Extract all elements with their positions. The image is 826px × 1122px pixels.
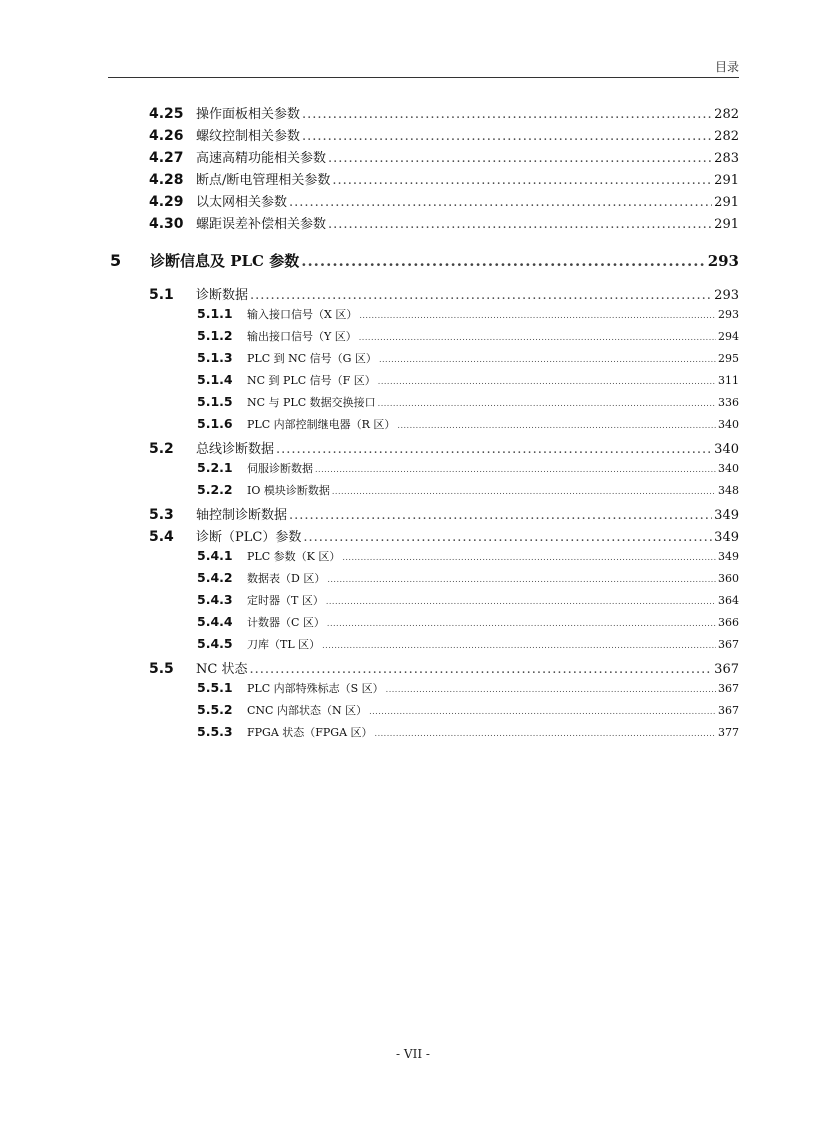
toc-entry-title: NC 状态: [196, 662, 248, 677]
toc-entry-number: 5.2.1: [197, 460, 233, 475]
toc-entry-title: 总线诊断数据: [196, 442, 275, 457]
toc-entry-number: 5.1.5: [197, 394, 233, 409]
toc-entry-title: 诊断信息及 PLC 参数: [150, 252, 300, 270]
toc-entry-number: 5.1.2: [197, 328, 233, 343]
toc-entry-page: 291: [714, 217, 739, 232]
dot-leader: [327, 619, 716, 628]
toc-entry-number: 4.25: [149, 106, 184, 122]
toc-entry[interactable]: [0, 680, 739, 696]
toc-entry-title: 操作面板相关参数: [196, 107, 301, 122]
dot-leader: [276, 442, 712, 457]
dot-leader: [342, 553, 716, 562]
toc-entry-title: PLC 到 NC 信号（G 区）: [247, 352, 377, 365]
toc-entry-number: 4.28: [149, 172, 184, 188]
toc-entry-page: 364: [718, 594, 739, 607]
toc-entry-page: 340: [718, 418, 739, 431]
toc-entry-page: 377: [718, 726, 739, 739]
toc-entry-page: 349: [718, 550, 739, 563]
toc-entry-title: 诊断（PLC）参数: [196, 530, 302, 545]
dot-leader: [369, 707, 716, 716]
toc-entry-number: 4.30: [149, 216, 184, 232]
toc-entry[interactable]: [0, 103, 739, 122]
toc-entry-title: 螺纹控制相关参数: [196, 129, 301, 144]
toc-entry-title: IO 模块诊断数据: [247, 484, 330, 497]
toc-entry-page: 367: [718, 704, 739, 717]
toc-entry-title: PLC 内部特殊标志（S 区）: [247, 682, 384, 695]
toc-entry-number: 5.2: [149, 441, 174, 457]
toc-entry-number: 5.1: [149, 287, 174, 303]
toc-entry-page: 295: [718, 352, 739, 365]
dot-leader: [249, 662, 712, 677]
toc-entry-title: 螺距误差补偿相关参数: [196, 217, 327, 232]
toc-entry[interactable]: [0, 724, 739, 740]
toc-entry[interactable]: [0, 350, 739, 366]
toc-entry-number: 5.4.1: [197, 548, 233, 563]
toc-entry-page: 293: [718, 308, 739, 321]
toc-entry-number: 4.29: [149, 194, 184, 210]
toc-entry-title: CNC 内部状态（N 区）: [247, 704, 368, 717]
dot-leader: [327, 575, 716, 584]
toc-entry-title: PLC 内部控制继电器（R 区）: [247, 418, 396, 431]
dot-leader: [379, 355, 716, 364]
toc-entry-title: FPGA 状态（FPGA 区）: [247, 726, 373, 739]
dot-leader: [289, 508, 712, 523]
toc-entry-page: 367: [718, 682, 739, 695]
toc-entry-title: 轴控制诊断数据: [196, 508, 288, 523]
toc-entry-page: 348: [718, 484, 739, 497]
toc-entry-page: 293: [714, 288, 739, 303]
toc-entry-page: 340: [714, 442, 739, 457]
toc-entry[interactable]: [0, 191, 739, 210]
toc-entry-number: 5.5.3: [197, 724, 233, 739]
toc-entry[interactable]: [0, 125, 739, 144]
toc-entry-page: 282: [714, 107, 739, 122]
toc-entry[interactable]: [0, 394, 739, 410]
toc-entry-number: 5.3: [149, 507, 174, 523]
dot-leader: [378, 399, 716, 408]
toc-entry-page: 283: [714, 151, 739, 166]
toc-entry[interactable]: [0, 284, 739, 303]
toc-entry[interactable]: [0, 460, 739, 476]
dot-leader: [386, 685, 716, 694]
dot-leader: [332, 173, 712, 188]
toc-entry-page: 282: [714, 129, 739, 144]
toc-entry[interactable]: [0, 147, 739, 166]
toc-entry[interactable]: [0, 614, 739, 630]
toc-entry-page: 349: [714, 530, 739, 545]
toc-entry-page: 291: [714, 195, 739, 210]
toc-entry-title: 以太网相关参数: [196, 195, 288, 210]
dot-leader: [326, 597, 716, 606]
dot-leader: [359, 311, 716, 320]
toc-entry-number: 5.5: [149, 661, 174, 677]
dot-leader: [315, 465, 716, 474]
toc-entry-title: 断点/断电管理相关参数: [196, 173, 331, 188]
toc-entry-page: 349: [714, 508, 739, 523]
toc-entry-title: 高速高精功能相关参数: [196, 151, 327, 166]
toc-entry-title: 输出接口信号（Y 区）: [247, 330, 357, 343]
toc-entry-title: 数据表（D 区）: [247, 572, 326, 585]
toc-entry[interactable]: [0, 306, 739, 322]
toc-entry[interactable]: [0, 526, 739, 545]
toc-entry-page: 366: [718, 616, 739, 629]
toc-entry-title: 诊断数据: [196, 288, 249, 303]
dot-leader: [397, 421, 716, 430]
dot-leader: [322, 641, 716, 650]
toc-entry-number: 4.27: [149, 150, 184, 166]
toc-entry-page: 291: [714, 173, 739, 188]
toc-entry-title: 计数器（C 区）: [247, 616, 325, 629]
dot-leader: [328, 217, 712, 232]
toc-entry-title: 定时器（T 区）: [247, 594, 324, 607]
toc-entry[interactable]: [0, 438, 739, 457]
toc-entry-page: 311: [718, 374, 739, 387]
page-number: - VII -: [396, 1047, 430, 1061]
toc-entry-title: NC 到 PLC 信号（F 区）: [247, 374, 376, 387]
toc-entry-title: 刀库（TL 区）: [247, 638, 321, 651]
dot-leader: [302, 129, 712, 144]
dot-leader: [359, 333, 716, 342]
toc-entry-page: 336: [718, 396, 739, 409]
toc-entry-page: 367: [714, 662, 739, 677]
toc-entry-number: 5.2.2: [197, 482, 233, 497]
toc-entry[interactable]: [0, 250, 739, 271]
toc-entry-number: 5.4: [149, 529, 174, 545]
toc-entry-number: 5.1.1: [197, 306, 233, 321]
toc-entry[interactable]: [0, 570, 739, 586]
toc-entry[interactable]: [0, 658, 739, 677]
toc-entry[interactable]: [0, 372, 739, 388]
toc-entry-number: 5.4.3: [197, 592, 233, 607]
toc-entry[interactable]: [0, 592, 739, 608]
dot-leader: [302, 107, 712, 122]
toc-entry[interactable]: [0, 702, 739, 718]
toc-entry[interactable]: [0, 328, 739, 344]
toc-entry[interactable]: [0, 169, 739, 188]
dot-leader: [289, 195, 712, 210]
dot-leader: [375, 729, 716, 738]
toc-entry-page: 340: [718, 462, 739, 475]
toc-entry-number: 5.1.3: [197, 350, 233, 365]
dot-leader: [250, 288, 712, 303]
toc-entry-page: 367: [718, 638, 739, 651]
toc-entry-title: 伺服诊断数据: [247, 462, 313, 475]
dot-leader: [332, 487, 716, 496]
dot-leader: [328, 151, 712, 166]
toc-entry[interactable]: [0, 482, 739, 498]
dot-leader: [301, 252, 705, 270]
toc-entry-number: 5: [110, 251, 122, 270]
toc-entry-number: 5.1.4: [197, 372, 233, 387]
toc-entry-number: 5.4.5: [197, 636, 233, 651]
toc-entry-number: 4.26: [149, 128, 184, 144]
toc-entry-page: 294: [718, 330, 739, 343]
toc-entry-number: 5.5.1: [197, 680, 233, 695]
toc-entry-number: 5.5.2: [197, 702, 233, 717]
toc-entry-number: 5.4.2: [197, 570, 233, 585]
toc-entry-number: 5.4.4: [197, 614, 233, 629]
toc-entry[interactable]: [0, 548, 739, 564]
header-divider: [108, 77, 739, 78]
toc-entry-number: 5.1.6: [197, 416, 233, 431]
header-title: 目录: [714, 60, 739, 74]
toc-entry-title: PLC 参数（K 区）: [247, 550, 341, 563]
toc-entry-page: 293: [707, 252, 739, 270]
dot-leader: [378, 377, 716, 386]
toc-entry[interactable]: [0, 504, 739, 523]
toc-entry-page: 360: [718, 572, 739, 585]
toc-entry[interactable]: [0, 213, 739, 232]
toc-entry-title: 输入接口信号（X 区）: [247, 308, 358, 321]
toc-entry[interactable]: [0, 416, 739, 432]
toc-entry-title: NC 与 PLC 数据交换接口: [247, 396, 376, 409]
toc-entry[interactable]: [0, 636, 739, 652]
dot-leader: [303, 530, 712, 545]
